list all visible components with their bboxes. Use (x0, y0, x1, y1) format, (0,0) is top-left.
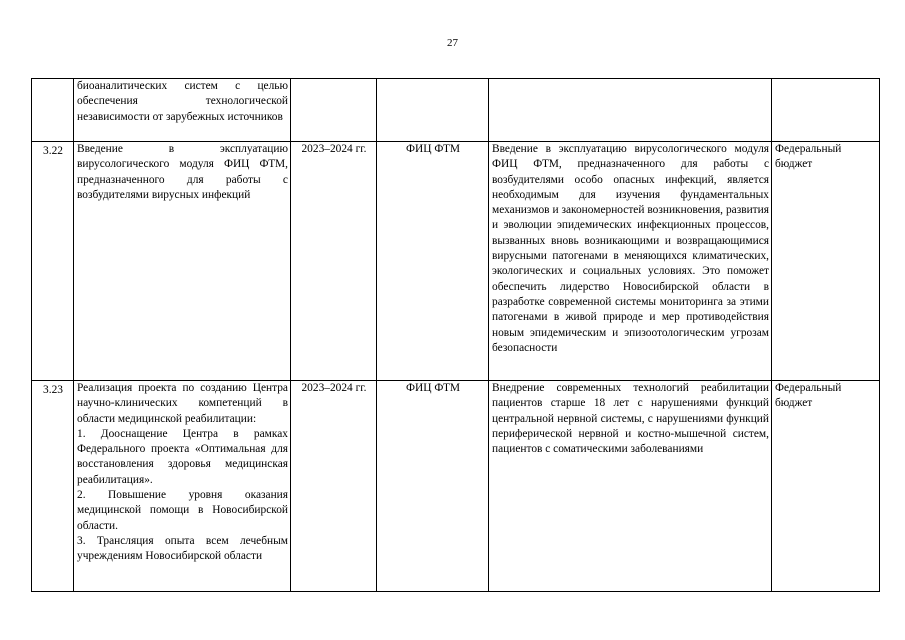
implementation-period: 2023–2024 гг. (291, 142, 377, 381)
description-paragraph: биоаналитических систем с целью обеспечения технологической независимости от зарубежных источников (77, 80, 288, 123)
responsible-executor (377, 79, 489, 142)
implementation-period (291, 79, 377, 142)
row-number: 3.23 (32, 381, 74, 592)
expected-result: Введение в эксплуатацию вирусологического модуля ФИЦ ФТМ, предназначенного для работы с возбудителями особо опасных инфекций, является необходимым для изучения фундаментальных механизмов и закономерностей возникновения, развития и эволюции эпидемических инфекционных процессов, вызванных вновь возникающими и возвращающимися вирусными патогенами в меняющихся климатических, экологических и социальных условиях. Это поможет обеспечить лидерство Новосибирской области в разработке современной системы мониторинга за этими патогенами в живой природе и мер противодействия новым эпидемическим и эпизоотологическим угрозам безопасности (489, 142, 772, 381)
description-list-item: 1. Дооснащение Центра в рамках Федерального проекта «Оптимальная для восстановления здоровья медицинская реабилитация». (77, 427, 288, 486)
table-row (32, 381, 880, 592)
table-row (32, 79, 880, 142)
funding-source: Федеральный бюджет (772, 381, 880, 592)
page-number: 27 (447, 37, 458, 49)
measure-description (74, 79, 291, 142)
implementation-period: 2023–2024 гг. (291, 381, 377, 592)
measure-description (74, 381, 291, 592)
funding-source: Федеральный бюджет (772, 142, 880, 381)
responsible-executor: ФИЦ ФТМ (377, 142, 489, 381)
table-row (32, 142, 880, 381)
expected-result: Внедрение современных технологий реабилитации пациентов старше 18 лет с нарушениями функций центральной нервной системы, с нарушениями функций периферической нервной и костно-мышечной систем, пациентов с соматическими заболеваниями (489, 381, 772, 592)
row-number: 3.22 (32, 142, 74, 381)
row-number (32, 79, 74, 142)
funding-source (772, 79, 880, 142)
measure-description (74, 142, 291, 381)
responsible-executor: ФИЦ ФТМ (377, 381, 489, 592)
description-list-item: 3. Трансляция опыта всем лечебным учреждениям Новосибирской области (77, 534, 288, 563)
measures-table (31, 78, 880, 592)
expected-result (489, 79, 772, 142)
description-list-item: 2. Повышение уровня оказания медицинской помощи в Новосибирской области. (77, 489, 288, 532)
description-paragraph: Введение в эксплуатацию вирусологического модуля ФИЦ ФТМ, предназначенного для работы с возбудителями вирусных инфекций (77, 143, 288, 201)
description-paragraph: Реализация проекта по созданию Центра научно-клинических компетенций в области медицинской реабилитации: (77, 382, 288, 425)
